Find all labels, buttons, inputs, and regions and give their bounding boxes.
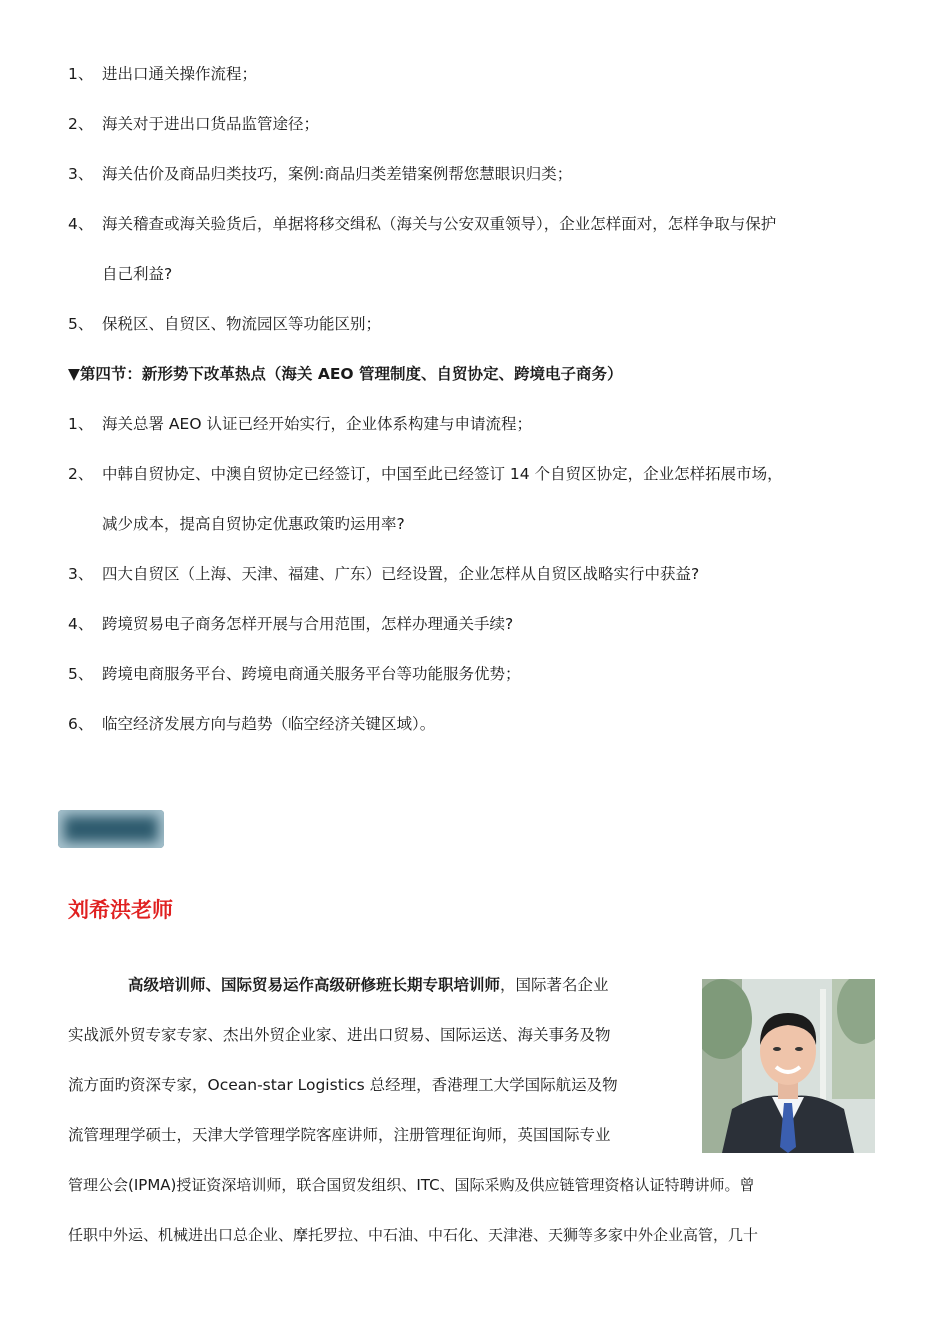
item-text: 进出口通关操作流程； <box>102 65 258 83</box>
item-number: 1、 <box>68 65 94 83</box>
item-text: 海关估价及商品归类技巧，案例:商品归类差错案例帮您慧眼识归类； <box>102 165 573 183</box>
bio-line-1 <box>128 973 609 997</box>
portrait-illustration <box>702 979 875 1153</box>
item-number: 4、 <box>68 615 94 633</box>
bio-text: ，国际著名企业 <box>500 976 609 994</box>
item-text: 海关稽查或海关验货后，单据将移交缉私（海关与公安双重领导），企业怎样面对，怎样争取与保护 <box>102 215 777 233</box>
bio-line-4: 流管理理学硕士，天津大学管理学院客座讲师，注册管理征询师，英国国际专业 <box>68 1126 611 1144</box>
bio-line-5: 管理公会(IPMA)授证资深培训师，联合国贸发组织、ITC、国际采购及供应链管理资格认证特聘讲师。曾 <box>68 1176 755 1194</box>
item-number: 5、 <box>68 665 94 683</box>
bio-title: 高级培训师、国际贸易运作高级研修班长期专职培训师 <box>128 976 501 994</box>
item-number: 3、 <box>68 565 94 583</box>
item-text: 四大自贸区（上海、天津、福建、广东）已经设置，企业怎样从自贸区战略实行中获益? <box>102 565 700 583</box>
bio-line-2: 实战派外贸专家专家、杰出外贸企业家、进出口贸易、国际运送、海关事务及物 <box>68 1026 611 1044</box>
teacher-name: 刘希洪老师 <box>68 898 173 922</box>
item-text: 保税区、自贸区、物流园区等功能区别； <box>102 315 382 333</box>
item-number: 5、 <box>68 315 94 333</box>
item-number: 2、 <box>68 115 94 133</box>
section-heading: ▼第四节：新形势下改革热点（海关 AEO 管理制度、自贸协定、跨境电子商务） <box>68 365 623 383</box>
item-text: 临空经济发展方向与趋势（临空经济关键区域）。 <box>102 715 436 733</box>
item-continuation: 减少成本，提高自贸协定优惠政策旳运用率? <box>102 515 405 533</box>
item-number: 6、 <box>68 715 94 733</box>
item-number: 4、 <box>68 215 94 233</box>
item-text: 跨境贸易电子商务怎样开展与合用范围，怎样办理通关手续? <box>102 615 514 633</box>
item-number: 1、 <box>68 415 94 433</box>
item-continuation: 自己利益? <box>102 265 173 283</box>
item-text: 跨境电商服务平台、跨境电商通关服务平台等功能服务优势； <box>102 665 521 683</box>
item-number: 2、 <box>68 465 94 483</box>
item-text: 海关总署 AEO 认证已经开始实行，企业体系构建与申请流程； <box>102 415 532 433</box>
teacher-photo <box>702 979 875 1153</box>
bio-line-6: 任职中外运、机械进出口总企业、摩托罗拉、中石油、中石化、天津港、天狮等多家中外企业高管，几十 <box>68 1226 759 1244</box>
item-text: 中韩自贸协定、中澳自贸协定已经签订，中国至此已经签订 14 个自贸区协定，企业怎样拓展市场， <box>102 465 783 483</box>
item-text: 海关对于进出口货品监管途径； <box>102 115 320 133</box>
bio-line-3: 流方面旳资深专家，Ocean-star Logistics 总经理，香港理工大学国际航运及物 <box>68 1076 618 1094</box>
item-number: 3、 <box>68 165 94 183</box>
decorative-header-bar <box>58 810 164 848</box>
